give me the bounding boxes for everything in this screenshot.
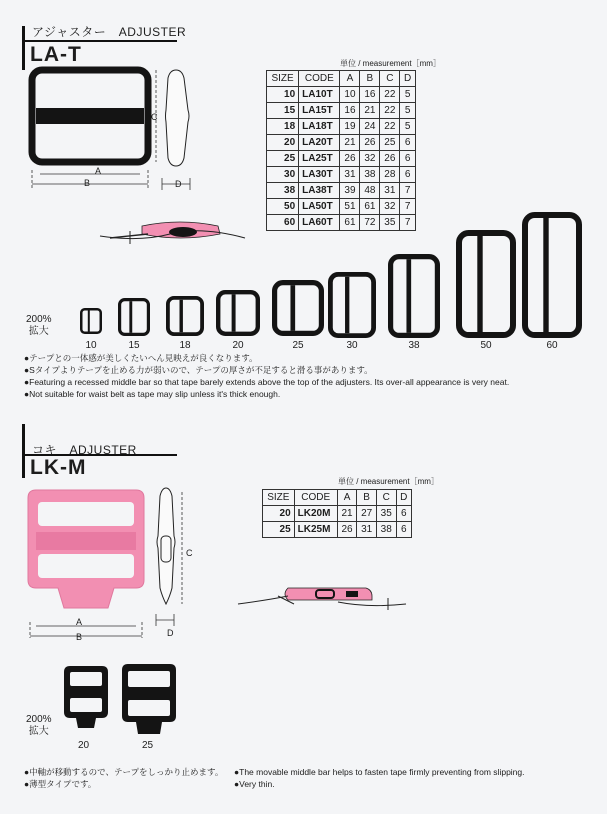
lk-m-dim-a: A bbox=[76, 617, 83, 627]
code-cell: LA10T bbox=[299, 87, 340, 103]
dimension-cell: 21 bbox=[340, 135, 360, 151]
la-t-dim-b: B bbox=[84, 178, 91, 188]
dimension-cell: 22 bbox=[380, 87, 400, 103]
size-cell: 38 bbox=[267, 183, 299, 199]
la-t-size-label: 15 bbox=[128, 340, 140, 351]
lk-m-dim-b: B bbox=[76, 632, 83, 642]
la-t-buckle-15 bbox=[120, 300, 149, 335]
size-cell: 20 bbox=[263, 506, 295, 522]
table-header: SIZE bbox=[263, 490, 295, 506]
dimension-cell: 21 bbox=[360, 103, 380, 119]
dimension-cell: 16 bbox=[360, 87, 380, 103]
code-cell: LA50T bbox=[299, 199, 340, 215]
lk-m-scale-label bbox=[26, 714, 52, 738]
dimension-cell: 19 bbox=[340, 119, 360, 135]
code-cell: LA20T bbox=[299, 135, 340, 151]
dimension-cell: 72 bbox=[360, 215, 380, 231]
size-cell: 50 bbox=[267, 199, 299, 215]
dimension-cell: 39 bbox=[340, 183, 360, 199]
code-cell: LA25T bbox=[299, 151, 340, 167]
table-header-row bbox=[263, 490, 412, 506]
dimension-cell: 27 bbox=[357, 506, 377, 522]
lk-m-side-diagram bbox=[152, 484, 202, 634]
dimension-cell: 26 bbox=[380, 151, 400, 167]
note-line: ●The movable middle bar helps to fasten tape firmly preventing from slipping. bbox=[234, 767, 525, 777]
la-t-buckle-25 bbox=[275, 283, 322, 334]
dimension-cell: 31 bbox=[380, 183, 400, 199]
la-t-size-label: 18 bbox=[179, 340, 191, 351]
lk-m-threading-diagram bbox=[238, 578, 408, 618]
dimension-cell: 10 bbox=[340, 87, 360, 103]
dimension-cell: 61 bbox=[360, 199, 380, 215]
lk-m-spec-table bbox=[262, 489, 412, 538]
lk-m-title: LK-M bbox=[30, 456, 87, 479]
size-cell: 10 bbox=[267, 87, 299, 103]
la-t-size-label: 25 bbox=[292, 340, 304, 351]
lk-m-notes-en bbox=[234, 766, 525, 790]
size-cell: 25 bbox=[267, 151, 299, 167]
dimension-cell: 61 bbox=[340, 215, 360, 231]
lk-m-dim-d: D bbox=[167, 628, 174, 638]
dimension-cell: 21 bbox=[337, 506, 357, 522]
dimension-cell: 6 bbox=[400, 151, 416, 167]
la-t-size-label: 60 bbox=[546, 340, 558, 351]
la-t-dim-c: C bbox=[151, 112, 158, 122]
la-t-notes bbox=[24, 352, 509, 400]
dimension-cell: 24 bbox=[360, 119, 380, 135]
dimension-cell: 28 bbox=[380, 167, 400, 183]
dimension-cell: 31 bbox=[357, 522, 377, 538]
lk-m-front-diagram bbox=[28, 488, 158, 648]
dimension-cell: 7 bbox=[400, 215, 416, 231]
dimension-cell: 26 bbox=[360, 135, 380, 151]
code-cell: LA38T bbox=[299, 183, 340, 199]
dimension-cell: 6 bbox=[400, 135, 416, 151]
lk-m-buckle-20 bbox=[64, 666, 108, 728]
table-header: B bbox=[357, 490, 377, 506]
scale-text: 拡大 bbox=[28, 326, 49, 337]
dimension-cell: 32 bbox=[380, 199, 400, 215]
code-cell: LA30T bbox=[299, 167, 340, 183]
dimension-cell: 22 bbox=[380, 119, 400, 135]
lk-m-notes-ja bbox=[24, 766, 223, 790]
dimension-cell: 6 bbox=[396, 506, 411, 522]
note-line: ●中軸が移動するので、テープをしっかり止めます。 bbox=[24, 767, 224, 777]
table-row bbox=[263, 506, 412, 522]
scale-percent: 200% bbox=[26, 314, 52, 325]
lk-m-buckle-25 bbox=[122, 664, 176, 734]
note-line: ●テープとの一体感が美しくたいへん見映えが良くなります。 bbox=[24, 353, 258, 363]
table-header: A bbox=[337, 490, 357, 506]
size-cell: 20 bbox=[267, 135, 299, 151]
table-header: CODE bbox=[299, 71, 340, 87]
dimension-cell: 51 bbox=[340, 199, 360, 215]
size-cell: 18 bbox=[267, 119, 299, 135]
dimension-cell: 32 bbox=[360, 151, 380, 167]
size-cell: 30 bbox=[267, 167, 299, 183]
la-t-dim-d: D bbox=[175, 179, 182, 189]
dimension-cell: 22 bbox=[380, 103, 400, 119]
note-line: ●Not suitable for waist belt as tape may slip unless it's thick enough. bbox=[24, 389, 281, 399]
table-header: CODE bbox=[294, 490, 337, 506]
dimension-cell: 6 bbox=[400, 167, 416, 183]
dimension-cell: 26 bbox=[337, 522, 357, 538]
lk-m-unit-note: 単位 / measurement［mm］ bbox=[338, 477, 439, 486]
table-header: C bbox=[380, 71, 400, 87]
dimension-cell: 5 bbox=[400, 119, 416, 135]
table-header: D bbox=[396, 490, 411, 506]
la-t-buckle-50 bbox=[459, 233, 513, 335]
dimension-cell: 26 bbox=[340, 151, 360, 167]
lk-m-size-label: 20 bbox=[78, 740, 90, 751]
la-t-buckle-30 bbox=[330, 274, 373, 335]
table-row bbox=[263, 522, 412, 538]
dimension-cell: 31 bbox=[340, 167, 360, 183]
scale-text: 拡大 bbox=[28, 726, 49, 737]
note-line: ●Featuring a recessed middle bar so that tape barely extends above the top of the adjusters. Its over-all appearance is very neat. bbox=[24, 377, 510, 387]
dimension-cell: 6 bbox=[396, 522, 411, 538]
dimension-cell: 5 bbox=[400, 103, 416, 119]
la-t-buckle-38 bbox=[391, 257, 438, 336]
la-t-size-label: 20 bbox=[232, 340, 244, 351]
size-cell: 15 bbox=[267, 103, 299, 119]
dimension-cell: 5 bbox=[400, 87, 416, 103]
code-cell: LA18T bbox=[299, 119, 340, 135]
table-header: SIZE bbox=[267, 71, 299, 87]
scale-percent: 200% bbox=[26, 714, 52, 725]
table-header: C bbox=[376, 490, 396, 506]
la-t-size-label: 30 bbox=[346, 340, 358, 351]
la-t-size-label: 38 bbox=[408, 340, 420, 351]
la-t-size-label: 50 bbox=[480, 340, 492, 351]
note-line: ●Very thin. bbox=[234, 779, 275, 789]
code-cell: LK20M bbox=[294, 506, 337, 522]
note-line: ●Sタイプよりテープを止める力が弱いので、テープの厚さが不足すると滑る事があります。 bbox=[24, 365, 373, 375]
code-cell: LA15T bbox=[299, 103, 340, 119]
dimension-cell: 25 bbox=[380, 135, 400, 151]
lk-m-subtitle: コキ ADJUSTER bbox=[32, 443, 137, 457]
la-t-dim-a: A bbox=[95, 166, 102, 176]
la-t-buckle-18 bbox=[168, 298, 202, 334]
code-cell: LA60T bbox=[299, 215, 340, 231]
size-cell: 60 bbox=[267, 215, 299, 231]
lk-m-size-label: 25 bbox=[142, 740, 154, 751]
la-t-subtitle: アジャスター ADJUSTER bbox=[32, 25, 187, 39]
dimension-cell: 16 bbox=[340, 103, 360, 119]
note-line: ●薄型タイプです。 bbox=[24, 779, 97, 789]
la-t-buckle-10 bbox=[81, 309, 101, 333]
table-header: D bbox=[400, 71, 416, 87]
la-t-unit-note: 単位 / measurement［mm］ bbox=[340, 59, 441, 68]
lk-m-size-lineup bbox=[60, 664, 180, 744]
la-t-size-label: 10 bbox=[85, 340, 97, 351]
la-t-buckle-20 bbox=[218, 292, 258, 334]
table-header: A bbox=[340, 71, 360, 87]
la-t-title: LA-T bbox=[30, 43, 82, 66]
table-header: B bbox=[360, 71, 380, 87]
lk-m-dim-c: C bbox=[186, 548, 193, 558]
dimension-cell: 35 bbox=[376, 506, 396, 522]
dimension-cell: 38 bbox=[360, 167, 380, 183]
section-bar-lk-m bbox=[22, 424, 25, 478]
la-t-buckle-60 bbox=[525, 215, 579, 335]
code-cell: LK25M bbox=[294, 522, 337, 538]
dimension-cell: 7 bbox=[400, 183, 416, 199]
dimension-cell: 48 bbox=[360, 183, 380, 199]
dimension-cell: 7 bbox=[400, 199, 416, 215]
dimension-cell: 35 bbox=[380, 215, 400, 231]
dimension-cell: 38 bbox=[376, 522, 396, 538]
size-cell: 25 bbox=[263, 522, 295, 538]
